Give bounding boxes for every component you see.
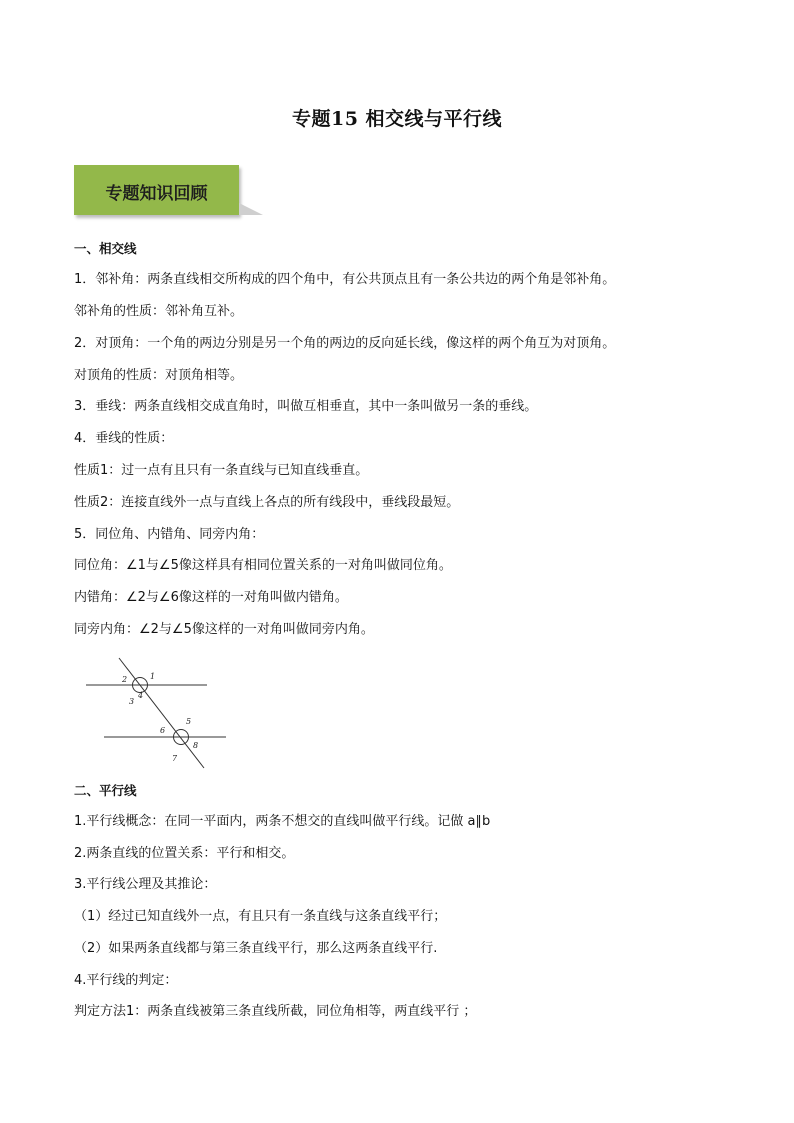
section-heading-intersecting-lines: 一、相交线 <box>74 241 137 256</box>
section-banner <box>74 165 264 217</box>
text-line: 邻补角的性质：邻补角互补。 <box>74 304 244 319</box>
text-line: （1）经过已知直线外一点，有且只有一条直线与这条直线平行； <box>74 909 447 924</box>
text-line: 4．垂线的性质： <box>74 431 174 446</box>
text-line: 判定方法1：两条直线被第三条直线所截，同位角相等，两直线平行 ； <box>74 1004 477 1019</box>
text-line: 对顶角的性质：对顶角相等。 <box>74 368 244 383</box>
text-line: 1.平行线概念：在同一平面内，两条不想交的直线叫做平行线。记做 a∥b <box>74 814 491 829</box>
angle-diagram <box>80 656 240 772</box>
text-line: 4.平行线的判定： <box>74 973 178 988</box>
text-line: 3.平行线公理及其推论： <box>74 877 217 892</box>
text-line: （2）如果两条直线都与第三条直线平行，那么这两条直线平行. <box>74 941 438 956</box>
angle-label-1: 1 <box>150 672 156 681</box>
banner-shadow-tail <box>239 203 263 215</box>
text-line: 同位角：∠1与∠5像这样具有相同位置关系的一对角叫做同位角。 <box>74 558 452 573</box>
angle-label-4: 4 <box>138 691 144 700</box>
text-line: 内错角：∠2与∠6像这样的一对角叫做内错角。 <box>74 590 348 605</box>
angle-label-7: 7 <box>172 754 178 763</box>
angle-label-5: 5 <box>186 717 192 726</box>
angle-label-6: 6 <box>160 726 166 735</box>
section-heading-parallel-lines: 二、平行线 <box>74 783 137 798</box>
text-line: 同旁内角：∠2与∠5像这样的一对角叫做同旁内角。 <box>74 622 374 637</box>
angle-label-3: 3 <box>129 697 135 706</box>
text-line: 性质2：连接直线外一点与直线上各点的所有线段中，垂线段最短。 <box>74 495 460 510</box>
banner-label: 专题知识回顾 <box>105 184 208 204</box>
text-line: 3．垂线：两条直线相交成直角时，叫做互相垂直，其中一条叫做另一条的垂线。 <box>74 399 538 414</box>
angle-label-8: 8 <box>193 741 199 750</box>
transversal-line <box>119 658 204 768</box>
text-line: 5．同位角、内错角、同旁内角： <box>74 527 265 542</box>
page-title: 专题15 相交线与平行线 <box>291 108 503 130</box>
text-line: 性质1：过一点有且只有一条直线与已知直线垂直。 <box>74 463 369 478</box>
text-line: 1．邻补角：两条直线相交所构成的四个角中，有公共顶点且有一条公共边的两个角是邻补角。 <box>74 272 616 287</box>
text-line: 2．对顶角：一个角的两边分别是另一个角的两边的反向延长线，像这样的两个角互为对顶角。 <box>74 336 616 351</box>
text-line: 2.两条直线的位置关系：平行和相交。 <box>74 846 295 861</box>
angle-label-2: 2 <box>122 675 128 684</box>
